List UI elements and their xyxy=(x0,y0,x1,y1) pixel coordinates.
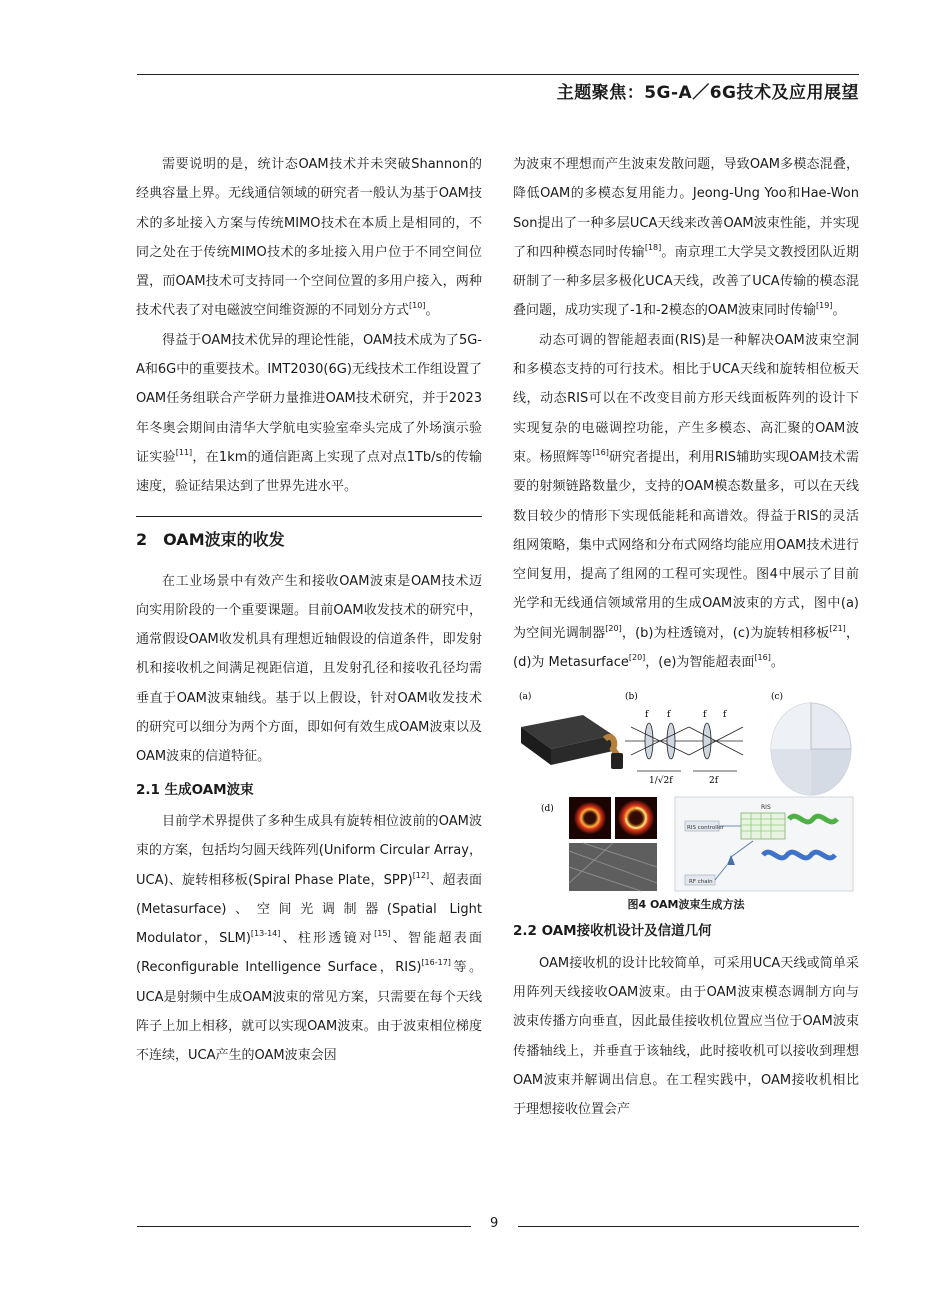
distance-label: 2f xyxy=(709,776,719,787)
header-rule xyxy=(137,74,859,75)
spatial-light-modulator-image xyxy=(521,715,623,769)
subsection-heading: 2.2 OAM接收机设计及信道几何 xyxy=(513,923,712,940)
citation[interactable]: [10] xyxy=(409,301,426,311)
footer-rule-left xyxy=(137,1226,471,1227)
figure-caption: 图4 OAM波束生成方法 xyxy=(627,898,745,912)
paragraph: 得益于OAM技术优异的理论性能，OAM技术成为了5G-A和6G中的重要技术。IMT2030(6G)无线技术工作组设置了OAM任务组联合产学研力量推进OAM技术研究，并于2023年冬奥会期间由清华大学航电实验室牵头完成了外场演示验证实验[11]，在1km的通信距离上实现了点对点1Tb/s的传输速度，验证结果达到了世界先进水平。 xyxy=(136,332,482,495)
paragraph: 目前学术界提供了多种生成具有旋转相位波前的OAM波束的方案，包括均匀圆天线阵列(Uniform Circular Array，UCA)、旋转相移板(Spiral Phase Plate，SPP)[12]、超表面(Metasurface)、空间光调制器(Spatial Light Modulator，SLM)[13-14]、柱形透镜对[15]、智能超表面(Reconfigurable Intelligence Surface，RIS)[16-17]等。UCA是射频中生成OAM波束的常见方案，只需要在每个天线阵子上加上相移，就可以实现OAM波束。由于波束相位梯度不连续，UCA产生的OAM波束会因 xyxy=(136,813,482,1064)
focal-mark: f xyxy=(645,710,649,721)
spiral-phase-plate-image xyxy=(771,703,851,795)
focal-mark: f xyxy=(723,710,727,721)
rf-chain-label: RF chain xyxy=(689,879,713,886)
citation[interactable]: [13-14] xyxy=(250,929,281,939)
panel-label-b: (b) xyxy=(625,692,638,703)
paragraph: 需要说明的是，统计态OAM技术并未突破Shannon的经典容量上界。无线通信领域的研究者一般认为基于OAM技术的多址接入方案与传统MIMO技术在本质上是相同的，不同之处在于传统MIMO技术的多址接入用户位于不同空间位置，而OAM技术可支持同一个空间位置的多用户接入，两种技术代表了对电磁波空间维资源的不同划分方式[10]。 xyxy=(136,157,482,319)
left-column xyxy=(136,150,482,1071)
citation[interactable]: [15] xyxy=(374,929,391,939)
figure-4-illustration xyxy=(513,687,859,893)
citation[interactable]: [18] xyxy=(644,242,662,252)
metasurface-image xyxy=(569,797,657,891)
citation[interactable]: [20] xyxy=(628,653,646,663)
section-heading: 2 OAM波束的收发 xyxy=(136,516,482,567)
right-column xyxy=(513,150,859,1124)
paragraph: OAM接收机的设计比较简单，可采用UCA天线或简单采用阵列天线接收OAM波束。由于OAM波束模态调制方向与波束传播方向垂直，因此最佳接收机位置应当位于OAM波束传播轴线上，并垂直于该轴线，此时接收机可以接收到理想OAM波束并解调出信息。在工程实践中，OAM接收机相比于理想接收位置会产 xyxy=(513,955,859,1118)
focal-mark: f xyxy=(703,710,707,721)
paragraph: 动态可调的智能超表面(RIS)是一种解决OAM波束空洞和多模态支持的可行技术。相比于UCA天线和旋转相位板天线，动态RIS可以在不改变目前方形天线面板阵列的设计下实现复杂的电磁调控功能，产生多模态、高汇聚的OAM波束。杨照辉等[16]研究者提出，利用RIS辅助实现OAM技术需要的射频链路数量少，支持的OAM模态数量多，可以在天线数目较少的情形下实现低能耗和高谱效。得益于RIS的灵活组网策略，集中式网络和分布式网络均能应用OAM技术进行空间复用，提高了组网的工程可实现性。图4中展示了目前光学和无线通信领域常用的生成OAM波束的方式，图中(a)为空间光调制器[20]，(b)为柱透镜对，(c)为旋转相移板[21]，(d)为 Metasurface[20]，(e)为智能超表面[16]。 xyxy=(513,332,859,671)
distance-label: 1/√2f xyxy=(649,776,673,787)
citation[interactable]: [16] xyxy=(754,653,771,663)
subsection-heading: 2.1 生成OAM波束 xyxy=(136,781,254,798)
ris-label: RIS xyxy=(761,804,771,812)
citation[interactable]: [11] xyxy=(175,447,193,457)
citation[interactable]: [20] xyxy=(605,623,622,633)
paragraph: 为波束不理想而产生波束发散问题，导致OAM多模态混叠，降低OAM的多模态复用能力。Jeong-Ung Yoo和Hae-Won Son提出了一种多层UCA天线来改善OAM波束性能，并实现了和四种模态同时传输[18]。南京理工大学吴文教授团队近期研制了一种多层多极化UCA天线，改善了UCA传输的模态混叠问题，成功实现了-1和-2模态的OAM波束同时传输[19]。 xyxy=(513,157,859,319)
cylindrical-lens-pair-diagram xyxy=(625,723,743,771)
footer-rule-right xyxy=(518,1226,859,1227)
running-header: 主题聚焦：5G-A／6G技术及应用展望 xyxy=(556,83,859,103)
intelligent-surface-diagram xyxy=(675,797,853,891)
citation[interactable]: [21] xyxy=(829,623,846,633)
citation[interactable]: [16-17] xyxy=(421,958,451,968)
panel-label-d: (d) xyxy=(541,804,554,815)
citation[interactable]: [19] xyxy=(816,301,833,311)
focal-mark: f xyxy=(667,710,671,721)
ris-controller-label: RIS controller xyxy=(687,825,724,832)
paragraph: 在工业场景中有效产生和接收OAM波束是OAM技术迈向实用阶段的一个重要课题。目前OAM收发技术的研究中，通常假设OAM收发机具有理想近轴假设的信道条件，即发射机和接收机之间满足视距信道，且发射孔径和接收孔径均需垂直于OAM波束轴线。基于以上假设，针对OAM收发技术的研究可以细分为两个方面，即如何有效生成OAM波束以及OAM波束的信道特征。 xyxy=(136,573,482,765)
citation[interactable]: [12] xyxy=(412,870,430,880)
panel-label-a: (a) xyxy=(519,692,532,703)
page-number: 9 xyxy=(490,1216,499,1231)
citation[interactable]: [16] xyxy=(592,447,609,457)
panel-label-c: (c) xyxy=(771,692,784,703)
figure-4 xyxy=(513,687,859,913)
